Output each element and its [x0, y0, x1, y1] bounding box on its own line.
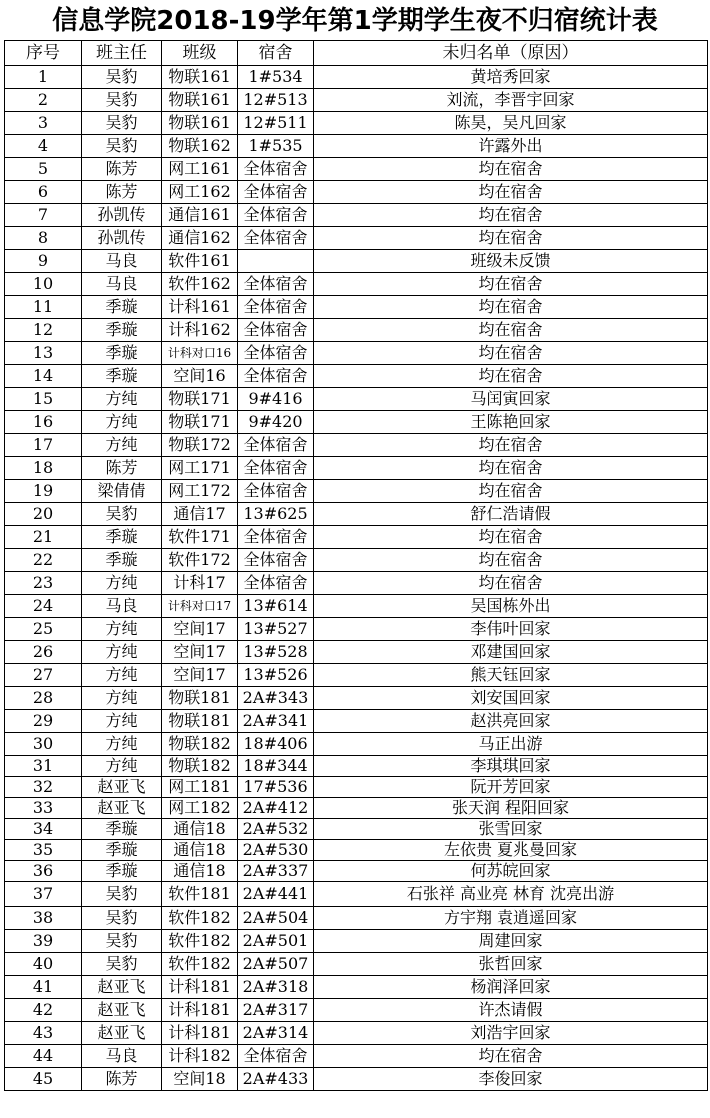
table-row	[5, 798, 708, 819]
cell-dorm: 17#536	[238, 777, 314, 798]
cell-class: 软件171	[162, 526, 238, 549]
table-row	[5, 250, 708, 273]
cell-absent-list: 李俊回家	[314, 1068, 708, 1091]
cell-teacher: 马良	[82, 273, 162, 296]
cell-class: 物联161	[162, 112, 238, 135]
cell-class: 物联182	[162, 733, 238, 756]
cell-absent-list: 黄培秀回家	[314, 66, 708, 89]
col-header-index: 序号	[5, 41, 82, 66]
cell-dorm: 全体宿舍	[238, 526, 314, 549]
cell-teacher: 吴豹	[82, 907, 162, 930]
cell-teacher: 季璇	[82, 526, 162, 549]
cell-index: 16	[5, 411, 82, 434]
col-header-class: 班级	[162, 41, 238, 66]
table-row	[5, 181, 708, 204]
table-row	[5, 930, 708, 953]
cell-class: 空间17	[162, 641, 238, 664]
cell-index: 43	[5, 1022, 82, 1045]
table-row	[5, 1068, 708, 1091]
cell-index: 37	[5, 882, 82, 907]
table-row	[5, 861, 708, 882]
cell-dorm: 1#534	[238, 66, 314, 89]
cell-class: 通信161	[162, 204, 238, 227]
cell-dorm: 全体宿舍	[238, 273, 314, 296]
cell-dorm: 12#511	[238, 112, 314, 135]
cell-absent-list: 刘安国回家	[314, 687, 708, 710]
cell-dorm: 全体宿舍	[238, 1045, 314, 1068]
table-row	[5, 342, 708, 365]
cell-teacher: 吴豹	[82, 89, 162, 112]
cell-absent-list: 吴国栋外出	[314, 595, 708, 618]
col-header-absent-list: 未归名单（原因）	[314, 41, 708, 66]
cell-absent-list: 石张祥 高业亮 林育 沈亮出游	[314, 882, 708, 907]
cell-absent-list: 邓建国回家	[314, 641, 708, 664]
cell-teacher: 方纯	[82, 756, 162, 777]
cell-index: 14	[5, 365, 82, 388]
cell-teacher: 方纯	[82, 434, 162, 457]
cell-teacher: 方纯	[82, 687, 162, 710]
cell-dorm: 全体宿舍	[238, 549, 314, 572]
cell-dorm: 2A#433	[238, 1068, 314, 1091]
cell-class: 物联172	[162, 434, 238, 457]
cell-dorm: 13#625	[238, 503, 314, 526]
cell-dorm: 2A#337	[238, 861, 314, 882]
cell-absent-list: 舒仁浩请假	[314, 503, 708, 526]
cell-teacher: 吴豹	[82, 930, 162, 953]
cell-teacher: 方纯	[82, 388, 162, 411]
cell-class: 计科对口16	[162, 342, 238, 365]
cell-index: 17	[5, 434, 82, 457]
cell-class: 空间17	[162, 664, 238, 687]
table-body	[5, 66, 708, 1091]
cell-index: 7	[5, 204, 82, 227]
table-row	[5, 756, 708, 777]
cell-class: 计科17	[162, 572, 238, 595]
cell-absent-list: 均在宿舍	[314, 526, 708, 549]
cell-class: 通信17	[162, 503, 238, 526]
cell-dorm: 全体宿舍	[238, 572, 314, 595]
cell-dorm: 全体宿舍	[238, 434, 314, 457]
cell-absent-list: 张哲回家	[314, 953, 708, 976]
cell-teacher: 季璇	[82, 296, 162, 319]
header-row	[5, 41, 708, 66]
cell-teacher: 季璇	[82, 549, 162, 572]
cell-dorm	[238, 250, 314, 273]
cell-teacher: 吴豹	[82, 112, 162, 135]
cell-index: 29	[5, 710, 82, 733]
cell-index: 5	[5, 158, 82, 181]
table-row	[5, 1045, 708, 1068]
cell-absent-list: 赵洪亮回家	[314, 710, 708, 733]
cell-dorm: 9#420	[238, 411, 314, 434]
table-row	[5, 641, 708, 664]
cell-dorm: 12#513	[238, 89, 314, 112]
table-row	[5, 840, 708, 861]
cell-index: 35	[5, 840, 82, 861]
cell-class: 网工181	[162, 777, 238, 798]
cell-class: 物联171	[162, 411, 238, 434]
cell-teacher: 季璇	[82, 819, 162, 840]
cell-absent-list: 均在宿舍	[314, 273, 708, 296]
cell-teacher: 方纯	[82, 572, 162, 595]
cell-index: 40	[5, 953, 82, 976]
cell-index: 34	[5, 819, 82, 840]
cell-dorm: 2A#504	[238, 907, 314, 930]
cell-class: 计科181	[162, 1022, 238, 1045]
table-row	[5, 907, 708, 930]
cell-teacher: 陈芳	[82, 1068, 162, 1091]
cell-absent-list: 均在宿舍	[314, 434, 708, 457]
table-row	[5, 777, 708, 798]
cell-absent-list: 王陈艳回家	[314, 411, 708, 434]
cell-index: 3	[5, 112, 82, 135]
cell-absent-list: 周建回家	[314, 930, 708, 953]
cell-class: 软件182	[162, 953, 238, 976]
cell-index: 42	[5, 999, 82, 1022]
cell-absent-list: 均在宿舍	[314, 1045, 708, 1068]
cell-index: 19	[5, 480, 82, 503]
cell-index: 22	[5, 549, 82, 572]
cell-dorm: 13#528	[238, 641, 314, 664]
cell-index: 27	[5, 664, 82, 687]
cell-teacher: 季璇	[82, 365, 162, 388]
cell-dorm: 18#344	[238, 756, 314, 777]
cell-absent-list: 均在宿舍	[314, 296, 708, 319]
cell-dorm: 13#614	[238, 595, 314, 618]
cell-teacher: 吴豹	[82, 882, 162, 907]
cell-absent-list: 均在宿舍	[314, 480, 708, 503]
cell-teacher: 季璇	[82, 840, 162, 861]
cell-absent-list: 均在宿舍	[314, 227, 708, 250]
cell-index: 11	[5, 296, 82, 319]
table-row	[5, 411, 708, 434]
cell-index: 4	[5, 135, 82, 158]
cell-teacher: 吴豹	[82, 66, 162, 89]
cell-index: 45	[5, 1068, 82, 1091]
cell-dorm: 2A#314	[238, 1022, 314, 1045]
cell-dorm: 全体宿舍	[238, 181, 314, 204]
cell-class: 网工161	[162, 158, 238, 181]
cell-index: 2	[5, 89, 82, 112]
cell-class: 软件161	[162, 250, 238, 273]
cell-dorm: 18#406	[238, 733, 314, 756]
table-row	[5, 66, 708, 89]
cell-dorm: 2A#501	[238, 930, 314, 953]
cell-class: 软件182	[162, 907, 238, 930]
cell-dorm: 全体宿舍	[238, 457, 314, 480]
table-row	[5, 999, 708, 1022]
cell-teacher: 方纯	[82, 618, 162, 641]
statistics-table	[4, 40, 708, 1091]
cell-index: 23	[5, 572, 82, 595]
cell-teacher: 季璇	[82, 342, 162, 365]
cell-dorm: 2A#441	[238, 882, 314, 907]
cell-dorm: 全体宿舍	[238, 204, 314, 227]
cell-dorm: 2A#343	[238, 687, 314, 710]
col-header-dorm: 宿舍	[238, 41, 314, 66]
cell-absent-list: 均在宿舍	[314, 342, 708, 365]
table-row	[5, 480, 708, 503]
cell-teacher: 方纯	[82, 641, 162, 664]
cell-teacher: 马良	[82, 595, 162, 618]
cell-teacher: 赵亚飞	[82, 777, 162, 798]
cell-index: 13	[5, 342, 82, 365]
cell-dorm: 全体宿舍	[238, 319, 314, 342]
cell-class: 网工171	[162, 457, 238, 480]
cell-index: 32	[5, 777, 82, 798]
cell-index: 24	[5, 595, 82, 618]
cell-dorm: 全体宿舍	[238, 158, 314, 181]
table-row	[5, 1022, 708, 1045]
cell-dorm: 2A#317	[238, 999, 314, 1022]
cell-absent-list: 方宇翔 袁逍遥回家	[314, 907, 708, 930]
cell-absent-list: 何苏皖回家	[314, 861, 708, 882]
cell-index: 12	[5, 319, 82, 342]
cell-index: 31	[5, 756, 82, 777]
cell-index: 30	[5, 733, 82, 756]
table-row	[5, 976, 708, 999]
cell-index: 8	[5, 227, 82, 250]
cell-index: 15	[5, 388, 82, 411]
cell-teacher: 吴豹	[82, 953, 162, 976]
cell-absent-list: 左依贵 夏兆曼回家	[314, 840, 708, 861]
cell-class: 软件172	[162, 549, 238, 572]
table-row	[5, 526, 708, 549]
cell-index: 36	[5, 861, 82, 882]
table-row	[5, 365, 708, 388]
table-row	[5, 434, 708, 457]
cell-index: 6	[5, 181, 82, 204]
cell-index: 25	[5, 618, 82, 641]
cell-teacher: 赵亚飞	[82, 1022, 162, 1045]
cell-index: 38	[5, 907, 82, 930]
cell-index: 28	[5, 687, 82, 710]
cell-class: 空间17	[162, 618, 238, 641]
cell-absent-list: 均在宿舍	[314, 549, 708, 572]
cell-absent-list: 阮开芳回家	[314, 777, 708, 798]
cell-class: 计科对口17	[162, 595, 238, 618]
cell-class: 物联181	[162, 687, 238, 710]
cell-dorm: 2A#507	[238, 953, 314, 976]
cell-dorm: 13#526	[238, 664, 314, 687]
cell-index: 20	[5, 503, 82, 526]
cell-class: 通信18	[162, 861, 238, 882]
cell-class: 计科161	[162, 296, 238, 319]
cell-dorm: 2A#532	[238, 819, 314, 840]
cell-teacher: 陈芳	[82, 158, 162, 181]
cell-class: 网工182	[162, 798, 238, 819]
cell-absent-list: 均在宿舍	[314, 457, 708, 480]
cell-absent-list: 张天润 程阳回家	[314, 798, 708, 819]
cell-index: 10	[5, 273, 82, 296]
cell-index: 26	[5, 641, 82, 664]
table-row	[5, 595, 708, 618]
cell-teacher: 孙凯传	[82, 227, 162, 250]
table-row	[5, 388, 708, 411]
table-row	[5, 819, 708, 840]
cell-teacher: 陈芳	[82, 181, 162, 204]
table-row	[5, 158, 708, 181]
table-row	[5, 687, 708, 710]
table-row	[5, 112, 708, 135]
cell-teacher: 马良	[82, 1045, 162, 1068]
table-row	[5, 733, 708, 756]
cell-index: 41	[5, 976, 82, 999]
cell-absent-list: 张雪回家	[314, 819, 708, 840]
cell-absent-list: 均在宿舍	[314, 158, 708, 181]
cell-dorm: 全体宿舍	[238, 480, 314, 503]
cell-teacher: 吴豹	[82, 135, 162, 158]
table-row	[5, 204, 708, 227]
cell-teacher: 方纯	[82, 710, 162, 733]
cell-class: 网工172	[162, 480, 238, 503]
cell-class: 空间18	[162, 1068, 238, 1091]
cell-absent-list: 李琪琪回家	[314, 756, 708, 777]
cell-teacher: 梁倩倩	[82, 480, 162, 503]
cell-class: 通信18	[162, 840, 238, 861]
table-row	[5, 710, 708, 733]
cell-class: 物联171	[162, 388, 238, 411]
cell-index: 21	[5, 526, 82, 549]
cell-class: 通信18	[162, 819, 238, 840]
table-row	[5, 457, 708, 480]
cell-absent-list: 刘流，李晋宇回家	[314, 89, 708, 112]
cell-dorm: 全体宿舍	[238, 342, 314, 365]
col-header-teacher: 班主任	[82, 41, 162, 66]
table-row	[5, 227, 708, 250]
cell-absent-list: 陈昊，吴凡回家	[314, 112, 708, 135]
cell-dorm: 全体宿舍	[238, 365, 314, 388]
table-row	[5, 273, 708, 296]
cell-dorm: 2A#318	[238, 976, 314, 999]
table-row	[5, 135, 708, 158]
cell-teacher: 季璇	[82, 319, 162, 342]
cell-class: 物联161	[162, 66, 238, 89]
table-row	[5, 549, 708, 572]
cell-class: 计科181	[162, 999, 238, 1022]
table-row	[5, 503, 708, 526]
cell-class: 计科162	[162, 319, 238, 342]
cell-class: 计科182	[162, 1045, 238, 1068]
table-row	[5, 319, 708, 342]
cell-absent-list: 李伟叶回家	[314, 618, 708, 641]
cell-absent-list: 均在宿舍	[314, 181, 708, 204]
cell-class: 计科181	[162, 976, 238, 999]
cell-class: 软件182	[162, 930, 238, 953]
table-row	[5, 572, 708, 595]
cell-teacher: 马良	[82, 250, 162, 273]
cell-absent-list: 均在宿舍	[314, 365, 708, 388]
table-row	[5, 882, 708, 907]
table-row	[5, 664, 708, 687]
cell-teacher: 陈芳	[82, 457, 162, 480]
cell-dorm: 全体宿舍	[238, 227, 314, 250]
cell-absent-list: 杨润泽回家	[314, 976, 708, 999]
cell-teacher: 方纯	[82, 733, 162, 756]
cell-index: 1	[5, 66, 82, 89]
table-row	[5, 89, 708, 112]
page-title: 信息学院2018-19学年第1学期学生夜不归宿统计表	[52, 6, 658, 36]
table-row	[5, 296, 708, 319]
cell-absent-list: 均在宿舍	[314, 319, 708, 342]
cell-absent-list: 均在宿舍	[314, 572, 708, 595]
cell-teacher: 吴豹	[82, 503, 162, 526]
cell-class: 软件181	[162, 882, 238, 907]
cell-teacher: 方纯	[82, 411, 162, 434]
cell-teacher: 赵亚飞	[82, 976, 162, 999]
cell-index: 44	[5, 1045, 82, 1068]
cell-absent-list: 马正出游	[314, 733, 708, 756]
cell-class: 空间16	[162, 365, 238, 388]
cell-class: 软件162	[162, 273, 238, 296]
cell-dorm: 2A#412	[238, 798, 314, 819]
table-row	[5, 618, 708, 641]
table-row	[5, 953, 708, 976]
cell-index: 33	[5, 798, 82, 819]
cell-class: 物联161	[162, 89, 238, 112]
cell-teacher: 孙凯传	[82, 204, 162, 227]
cell-absent-list: 许露外出	[314, 135, 708, 158]
cell-teacher: 赵亚飞	[82, 999, 162, 1022]
cell-dorm: 2A#530	[238, 840, 314, 861]
cell-class: 物联181	[162, 710, 238, 733]
cell-dorm: 13#527	[238, 618, 314, 641]
cell-teacher: 方纯	[82, 664, 162, 687]
cell-index: 9	[5, 250, 82, 273]
cell-teacher: 赵亚飞	[82, 798, 162, 819]
cell-absent-list: 马闰寅回家	[314, 388, 708, 411]
cell-class: 物联182	[162, 756, 238, 777]
cell-index: 39	[5, 930, 82, 953]
cell-class: 网工162	[162, 181, 238, 204]
cell-absent-list: 班级未反馈	[314, 250, 708, 273]
cell-absent-list: 刘浩宇回家	[314, 1022, 708, 1045]
cell-teacher: 季璇	[82, 861, 162, 882]
cell-index: 18	[5, 457, 82, 480]
cell-absent-list: 均在宿舍	[314, 204, 708, 227]
cell-class: 通信162	[162, 227, 238, 250]
cell-dorm: 全体宿舍	[238, 296, 314, 319]
cell-dorm: 9#416	[238, 388, 314, 411]
cell-absent-list: 熊天钰回家	[314, 664, 708, 687]
cell-absent-list: 许杰请假	[314, 999, 708, 1022]
cell-dorm: 1#535	[238, 135, 314, 158]
cell-dorm: 2A#341	[238, 710, 314, 733]
cell-class: 物联162	[162, 135, 238, 158]
